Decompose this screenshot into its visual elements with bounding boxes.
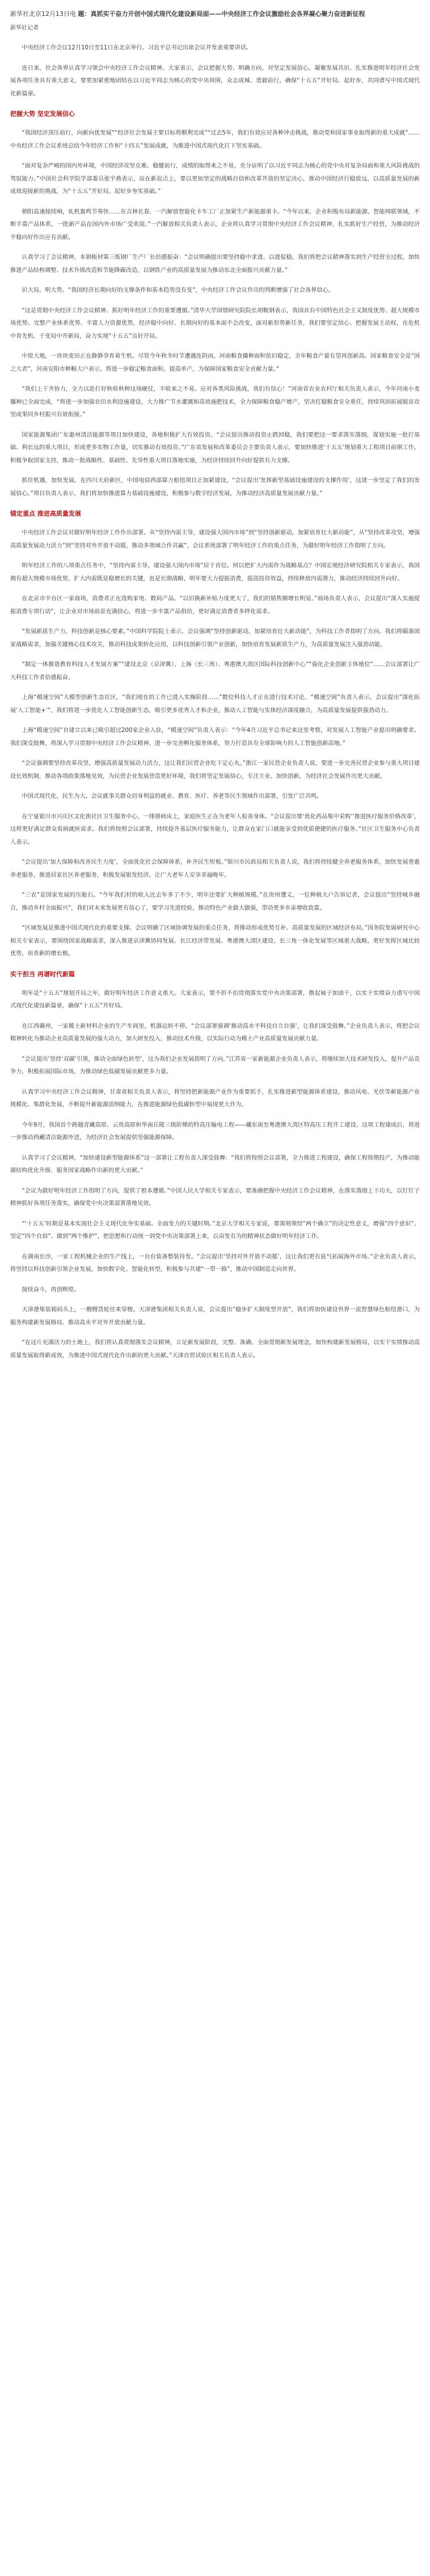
article-paragraph: 抓住机遇，加快发展。在四川天府新区，中国电信西部算力枢纽项目正加紧建设。“会议提出‘发挥新型基础设施建设的支撑作用’，这进一步坚定了我们的发展信心。”项目负责人表示，我们将加快推进算力基础设施建设，积极参与数字经济发展，为推动经济高质量发展贡献力量。” bbox=[10, 478, 420, 497]
article-title: 题：真抓实干奋力开创中国式现代化建设新局面——中央经济工作会议激励社会各界凝心聚力奋进新征程 bbox=[78, 10, 365, 18]
article-paragraph: “三农”是国家发展的压舱石。“今年我们村的收入比去年多了不少，明年还要扩大种植规模。”在贵州遵义，一位种植大户告诉记者，会议提出“坚持城乡融合，推动乡村全面振兴”，我们对未来发展更有信心了，要学习先进经验，推动特色产业做大做强，带动更多乡亲增收致富。 bbox=[10, 892, 420, 911]
article-paragraph: “在这片充满活力的土地上，我们将认真贯彻落实会议精神，立足新发展阶段，完整、准确、全面贯彻新发展理念，加快构建新发展格局，以实干实绩推动高质量发展取得新成效，为推进中国式现代化作出新的更大贡献。”天津自贸试验区相关负责人表示。 bbox=[10, 1340, 420, 1359]
article-paragraph: 明年经济工作的八项重点任务中，“坚持内需主导，建设强大国内市场”居于首位。何以把扩大内需作为战略基点？中国宏观经济研究院相关专家表示，我国拥有超大规模市场优势，扩大内需既是稳增长的关键，也是长期战略，明年要大力提振消费，提高投资效益，持续释放内需潜力，推动经济持续回升向好。 bbox=[10, 563, 420, 582]
article-paragraph: 识大局，明大势。“我国经济长期向好的支撑条件和基本趋势没有变”，中央经济工作会议作出的判断增强了社会各界信心。 bbox=[22, 287, 334, 294]
article-paragraph: 接续奋斗，再创辉煌。 bbox=[22, 1286, 80, 1293]
article-paragraph: 在湖南长沙，一家工程机械企业的生产线上，一台台装备整装待发。“会议提出‘坚持对外开放不动摇’，这让我们更有底气拓展海外市场。”企业负责人表示，将坚持以科技创新引领企业发展，加快数字化、智能化转型，积极参与共建“一带一路”，推动中国制造走向世界。 bbox=[10, 1253, 420, 1273]
article-paragraph: “区域发展是推进中国式现代化的重要支撑。会议明确了区域协调发展的重点任务，将推动形成优势互补、高质量发展的区域经济布局。”国务院发展研究中心相关专家表示，要围绕国家战略需求，深入推进京津冀协同发展、长江经济带发展、粤港澳大湾区建设、长三角一体化发展等区域重大战略，更好发挥区域比较优势，培育新的增长极。 bbox=[10, 925, 420, 957]
section-heading: 实干担当 再谱时代新篇 bbox=[10, 970, 75, 978]
article-paragraph: “会议强调要坚持改革攻坚，增强高质量发展动力活力，这让我们民营企业吃下定心丸。”浙江一家民营企业负责人说，要进一步完善民营企业参与重大项目建设长效机制，推动各项政策落地见效，为民营企业发展营造更好环境，我们将坚定发展信心，专注主业、加快创新，为经济社会发展作出更大贡献。 bbox=[10, 760, 420, 780]
article-paragraph: 在江西赣州，一家稀土新材料企业的生产车间里，机器运转不停。“会议部署强调‘推动高水平科技自立自强’，让我们深受鼓舞。”企业负责人表示，将把会议精神转化为推动企业高质量发展的强大动力，加大研发投入，推动技术升级，以实际行动为稀土产业高质量发展贡献力量。 bbox=[10, 1023, 420, 1042]
section-heading: 把握大势 坚定发展信心 bbox=[10, 110, 75, 118]
article-paragraph: “‘十五五’时期是基本实现社会主义现代化夯实基础、全面发力的关键时期。”北京大学相关专家说，要深刻领悟“两个确立”的决定性意义，增强“四个意识”、坚定“四个自信”、做到“两个维护”，把思想和行动统一到党中央决策部署上来，以奋发有为的精神状态做好明年经济工作。 bbox=[10, 1220, 420, 1240]
article-paragraph: “会议提出‘加大保障和改善民生力度’，全面优化社会保障体系，补齐民生短板。”银川市民政局相关负责人说，我们将持续健全养老服务体系，加快发展普惠养老服务，推进居家社区养老服务，积极发展银发经济，让广大老年人安享幸福晚年。 bbox=[10, 859, 420, 879]
article-paragraph: “这是贯彻中央经济工作会议精神、抓好明年经济工作的重要遵循。”清华大学国情研究院院长胡鞍钢表示，我国具有中国特色社会主义制度优势、超大规模市场优势、完整产业体系优势、丰富人力资源优势，经济稳中向好、长期向好的基本面不会改变，面对新形势新任务，我们要坚定信心、把握发展主动权，在危机中育先机、于变局中开新局，奋力实现“十五五”良好开局。 bbox=[10, 307, 420, 340]
article-paragraph: 国家能源集团广东惠州清洁能源等项目加快建设，各地积极扩大有效投资。“会议提出推动投资止跌回稳，我们要把这一要求落实落细，谋划实施一批打基础、利长远的重大项目，形成更多实物工作量，切实推动有效投资。”广东省发展和改革委员会主要负责人表示，要加快推进‘十五五’规划重大工程项目前期工作，积极争取国家支持，推动一批战略性、基础性、先导性重大项目落地实施，为经济持续回升向好提供有力支撑。 bbox=[10, 432, 420, 464]
article-paragraph: 朝阳高速接续响，轧机轰鸣节奏快……在吉林长春，一汽解放智能化卡车工厂正加紧生产新能源重卡。“今年以来，企业积极布局新能源、智能网联领域，不断丰富产品体系，一批新产品在国内外市场广受欢迎。”一汽解放相关负责人表示，企业将认真学习贯彻中央经济工作会议精神，扎实抓好生产经营，为推动经济平稳向好作出应有贡献。 bbox=[10, 208, 420, 241]
article-paragraph: “制定一体推进教育科技人才发展方案”“建设北京（京津冀）、上海（长三角）、粤港澳大湾区国际科技创新中心”“强化企业创新主体地位”……会议部署让广大科技工作者倍感振奋。 bbox=[10, 662, 420, 681]
article-dateline: 新华社北京12月13日电 bbox=[10, 10, 76, 18]
article-paragraph: 在宁夏银川市兴庆区文化街社区卫生服务中心，一排排病床上，家庭医生正在为老年人检查身体。“会议提出要‘优化药品集中采购’‘推进医疗服务价格改革’，这将更好满足群众看病就医需求。我们将按照会议部署，持续提升基层医疗服务能力，让群众在家门口就能享受到优质便捷的医疗服务。”社区卫生服务中心负责人表示。 bbox=[10, 813, 420, 846]
article-headline bbox=[10, 8, 420, 20]
article-paragraph: “我们上下齐协力，全力以赴打好秋收秋种这场硬仗，丰收来之不易。应对各类风险挑战，我们有信心！”河南省农业农村厅相关负责人表示，今年河南小麦播种已全面完成，“将进一步加强农田水利设施建设，大力推广节水灌溉和高效施肥技术，全力保障粮食稳产增产，坚决扛稳粮食安全重任，持续巩固拓展脱贫攻坚成果同乡村振兴有效衔接。” bbox=[10, 386, 420, 418]
section-heading: 锚定重点 推进高质量发展 bbox=[10, 510, 81, 517]
article-paragraph: 认真学习了会议精神，“加快建设新型能源体系”这一部署让工程负责人深受鼓舞：“我们将按照会议部署，全力推进工程建设，确保工程按期投产，为推动能源结构优化升级、服务国家战略作出新的更大贡献。” bbox=[10, 1155, 420, 1174]
article-paragraph: “发展新质生产力，科技创新是核心要素。”中国科学院院士表示，会议强调“坚持创新驱动，加紧培育壮大新动能”，为科技工作者指明了方向。我们将瞄准国家战略需求，加强关键核心技术攻关，推动科技成果转化应用，以科技创新引领产业创新，加快培育发展新质生产力，为高质量发展注入强劲动能。 bbox=[10, 629, 420, 648]
article-body bbox=[10, 42, 420, 1362]
article-paragraph: 认真学习中央经济工作会议精神，甘肃省相关负责人表示，将坚持把新能源产业作为重要抓手，扎实推进新型能源体系建设，推动风电、光伏等新能源产业规模化、集群化发展，不断提升新能源消纳能力，在推进能源绿色低碳转型中展现更大作为。 bbox=[10, 1089, 420, 1108]
article-paragraph: 明年是“十五五”规划开局之年，做好明年经济工作意义重大。大家表示，要不折不扣贯彻落实党中央决策部署，撸起袖子加油干，以实干实绩奋力谱写中国式现代化建设新篇章，确保“十五五”开好局。 bbox=[10, 990, 420, 1009]
article-paragraph: “面对复杂严峻的国内外环境，中国经济攻坚克难、稳健前行，成绩的取得来之不易，充分证明了以习近平同志为核心的党中央对复杂局面和重大风险挑战的驾驭能力。”中国社会科学院学部委员张宇燕表示，站在新起点上，要以更加坚定的战略自信和改革开放的坚定决心，推动中国经济行稳致远，以高质量发展的新成效迎接新的挑战，为“十五五”开好局、起好步夯实基础。” bbox=[10, 163, 420, 195]
article-paragraph: 在北京市丰台区一家商场，消费者正在选购家电、数码产品。“以旧换新补贴力度更大了，我们的销售额增长明显。”商场负责人表示，会议提出“深入实施提振消费专项行动”，让企业对市场前景充满信心，将进一步丰富产品供给，更好满足消费者多样化需求。 bbox=[10, 596, 420, 615]
article-paragraph: 天津港集装箱码头上，一艘艘货轮往来穿梭。天津港集团相关负责人说，会议提出“稳步扩大制度型开放”，我们将加快建设世界一流智慧绿色枢纽港口，为服务构建新发展格局、推动高水平对外开放贡献力量。 bbox=[10, 1307, 420, 1326]
article-paragraph: “我国经济顶压前行，向新向优发展”“经济社会发展主要目标将顺利完成”“过去5年，我们有效应对各种冲击挑战，推动党和国家事业取得新的重大成就”……中央经济工作会议系统总结今年经济工作和“十四五”发展成就，为推进中国式现代化打下坚实基础。 bbox=[10, 130, 420, 149]
article-paragraph: 认真学习了会议精神，本钢板材第三炼钢厂生产厂长倍感振奋：“会议明确提出要坚持稳中求进、以进促稳，我们将把会议精神落实到生产经营全过程，加快推进产品结构调整、技术升级改造和节能降碳改造，以钢铁产业的高质量发展为推动东北全面振兴贡献力量。” bbox=[10, 254, 420, 274]
article-paragraph: 连日来，社会各界认真学习领会中央经济工作会议精神。大家表示，会议把握大势、明确方向，对坚定发展信心、凝聚发展共识、扎实推进明年经济社会发展各项任务具有重大意义，要更加紧密地团结在以习近平同志为核心的党中央周围，众志成城、勇毅前行，确保“十五五”开好局、起好步，共同谱写中国式现代化新篇章。 bbox=[10, 65, 420, 97]
article-paragraph: 上海“模速空间”大模型创新生态社区，“我们现在的工作已进入实操阶段……”数位科技人才正在进行技术讨论。“模速空间”负责人表示，会议提出“深化拓展‘人工智能+’”，我们将进一步优化人工智能创新生态，吸引更多优秀人才和企业，推动人工智能与实体经济深度融合，为高质量发展提供强劲动力。 bbox=[10, 695, 420, 714]
article-paragraph: 上海“模速空间”自建立以来已吸引超过200家企业入驻，“模速空间”负责人表示：“今年4月习近平总书记来这里考察，对发展人工智能产业提出明确要求。我们深受鼓舞，将深入学习贯彻中央经济工作会议精神，进一步完善孵化服务体系，努力打造具有全球影响力的人工智能创新高地。” bbox=[10, 727, 420, 747]
article-paragraph: 中央经济工作会议对做好明年经济工作作出部署。从“坚持内需主导，建设强大国内市场”到“坚持创新驱动，加紧培育壮大新动能”，从“坚持改革攻坚，增强高质量发展动力活力”到“坚持对外开放不动摇，推动多领域合作共赢”，会议系统部署了明年经济工作的重点任务，为做好明年经济工作指明了方向。 bbox=[10, 530, 420, 549]
article-paragraph: 中国式现代化，民生为大。会议就事关群众切身利益的就业、教育、医疗、养老等民生领域作出部署，引发广泛共鸣。 bbox=[22, 793, 323, 800]
article-paragraph: “会议提出‘坚持‘双碳’引领，推动全面绿色转型’，这为我们企业发展指明了方向。”江苏省一家新能源企业负责人表示，将继续加大技术研发投入，提升产品竞争力，积极拓展国际市场，为推动绿色低碳发展贡献更多力量。 bbox=[10, 1056, 420, 1075]
article-byline: 新华社记者 bbox=[10, 25, 39, 31]
article-paragraph: “会议为做好明年经济工作指明了方向，提供了根本遵循。”中国人民大学相关专家表示，要准确把握中央经济工作会议精神，在落实落细上下功夫，以钉钉子精神抓好各项任务落实，确保党中央决策部署落地见效。 bbox=[10, 1187, 420, 1207]
article-paragraph: 中央经济工作会议12月10日至11日在北京举行。习近平总书记出席会议并发表重要讲话。 bbox=[22, 45, 252, 51]
article-paragraph: 今年9月，我国首个跨越青藏高原、云贵高原和华南丘陵三级阶梯的特高压输电工程——藏东南至粤港澳大湾区特高压工程开工建设。这项工程建成后，将进一步推动西藏清洁能源外送，为经济社会发展提供坚强能源保障。 bbox=[10, 1122, 420, 1141]
article-paragraph: 中原大地，一块块麦田正在静静孕育着生机。尽管今年秋冬时节遭遇连阴雨，河南粮食播种面积依旧稳定，全年粮食产量有望再创新高。国家粮食安全是“国之大者”，河南安阳市种粮大户表示，将进一步稳定粮食面积、提高单产，为保障国家粮食安全贡献力量。” bbox=[10, 353, 420, 373]
